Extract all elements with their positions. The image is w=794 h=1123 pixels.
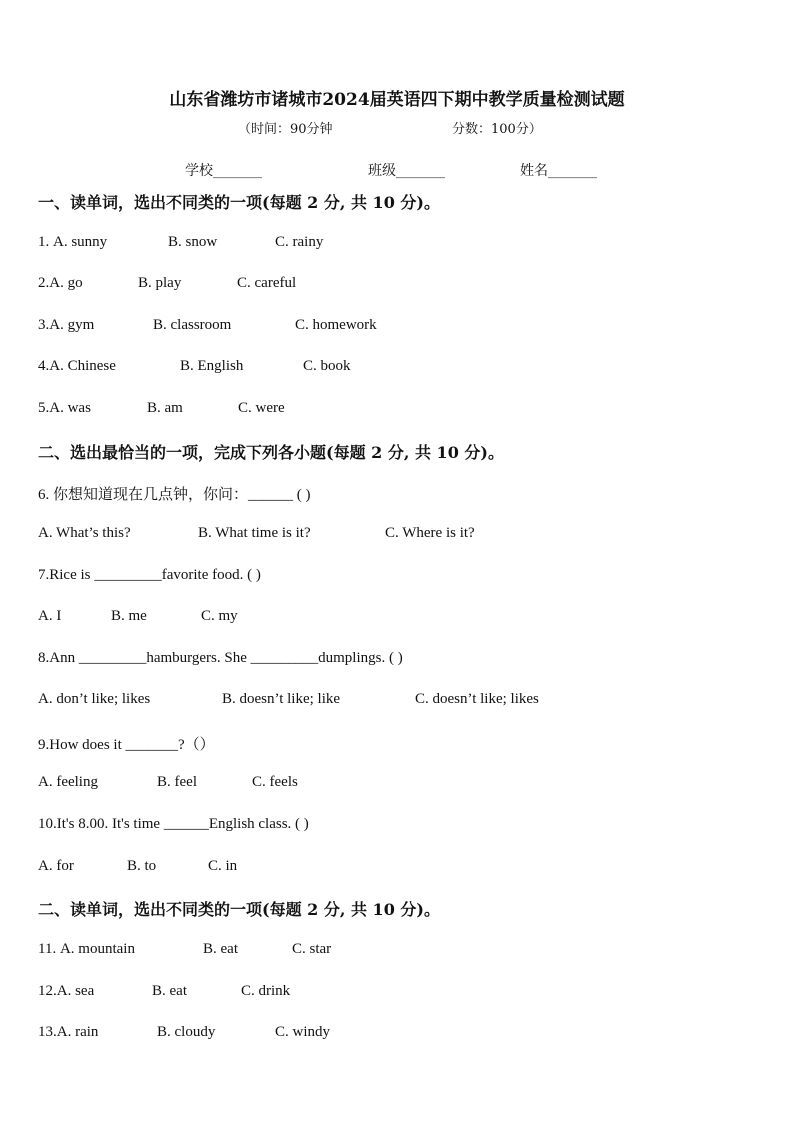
option-b: B. feel <box>157 774 197 790</box>
option-a: A. What’s this? <box>38 525 131 541</box>
question-3 <box>38 317 377 334</box>
option-b: B. am <box>147 400 183 416</box>
option-b: B. eat <box>203 941 238 957</box>
option-c: C. in <box>208 858 238 874</box>
name-field: 姓名_______ <box>520 163 597 179</box>
question-number: 4. <box>38 358 50 374</box>
option-b: B. What time is it? <box>198 525 311 541</box>
question-11 <box>38 941 332 958</box>
option-b: B. cloudy <box>157 1024 216 1040</box>
page-title: 山东省潍坊市诸城市2024届英语四下期中教学质量检测试题 <box>169 90 625 110</box>
question-10-stem: 10.It's 8.00. It's time ______English class. ( ) <box>38 816 309 832</box>
class-field: 班级_______ <box>368 163 445 179</box>
option-c: C. homework <box>295 317 377 333</box>
option-b: B. eat <box>152 983 187 999</box>
option-c: C. rainy <box>275 234 324 250</box>
question-7-stem: 7.Rice is _________favorite food. ( ) <box>38 567 261 583</box>
question-number: 1. <box>38 234 53 250</box>
question-4 <box>38 358 351 375</box>
option-c: C. windy <box>275 1024 331 1040</box>
question-1 <box>38 234 324 251</box>
section-1-heading: 一、读单词，选出不同类的一项(每题 2 分, 共 10 分)。 <box>38 193 440 212</box>
section-3-heading: 二、读单词，选出不同类的一项(每题 2 分, 共 10 分)。 <box>38 900 440 919</box>
question-9-options <box>38 774 298 791</box>
option-c: C. doesn’t like; likes <box>415 691 539 707</box>
option-c: C. were <box>238 400 285 416</box>
option-a: A. don’t like; likes <box>38 691 151 707</box>
question-2 <box>38 275 297 292</box>
option-a: A. for <box>38 858 74 874</box>
question-9-stem: 9.How does it _______?（） <box>38 737 215 753</box>
section-2-heading: 二、选出最恰当的一项，完成下列各小题(每题 2 分, 共 10 分)。 <box>38 443 504 462</box>
question-6-stem: 6. 你想知道现在几点钟，你问：______ ( ) <box>38 487 311 503</box>
option-b: B. English <box>180 358 244 374</box>
option-b: B. snow <box>168 234 218 250</box>
option-a: A. was <box>49 400 91 416</box>
option-c: C. careful <box>237 275 297 291</box>
option-a: A. Chinese <box>49 358 116 374</box>
option-b: B. me <box>111 608 147 624</box>
exam-score: 分数：100分） <box>452 122 542 137</box>
question-13 <box>38 1024 331 1041</box>
option-a: A. I <box>38 608 62 624</box>
question-number: 3. <box>38 317 50 333</box>
option-b: B. play <box>138 275 182 291</box>
option-b: B. to <box>127 858 157 874</box>
question-number: 12. <box>38 983 57 999</box>
option-c: C. drink <box>241 983 291 999</box>
option-a: A. rain <box>56 1024 99 1040</box>
question-8-options <box>38 691 539 708</box>
option-b: B. classroom <box>153 317 232 333</box>
option-b: B. doesn’t like; like <box>222 691 341 707</box>
option-c: C. my <box>201 608 238 624</box>
question-5 <box>38 400 285 417</box>
option-a: A. gym <box>49 317 95 333</box>
option-a: A. sea <box>56 983 95 999</box>
question-6-options <box>38 525 475 542</box>
exam-time: （时间：90分钟 <box>238 122 333 137</box>
option-c: C. Where is it? <box>385 525 475 541</box>
question-number: 2. <box>38 275 50 291</box>
question-8-stem: 8.Ann _________hamburgers. She _________dumplings. ( ) <box>38 650 403 666</box>
question-10-options <box>38 858 238 875</box>
question-7-options <box>38 608 238 625</box>
question-number: 11. <box>38 941 60 957</box>
option-a: A. feeling <box>38 774 98 790</box>
question-12 <box>38 983 291 1000</box>
school-field: 学校_______ <box>185 163 262 179</box>
option-c: C. feels <box>252 774 298 790</box>
option-a: A. mountain <box>59 941 135 957</box>
question-number: 5. <box>38 400 50 416</box>
option-c: C. book <box>303 358 351 374</box>
option-a: A. sunny <box>53 234 108 250</box>
option-c: C. star <box>292 941 332 957</box>
option-a: A. go <box>49 275 83 291</box>
question-number: 13. <box>38 1024 57 1040</box>
